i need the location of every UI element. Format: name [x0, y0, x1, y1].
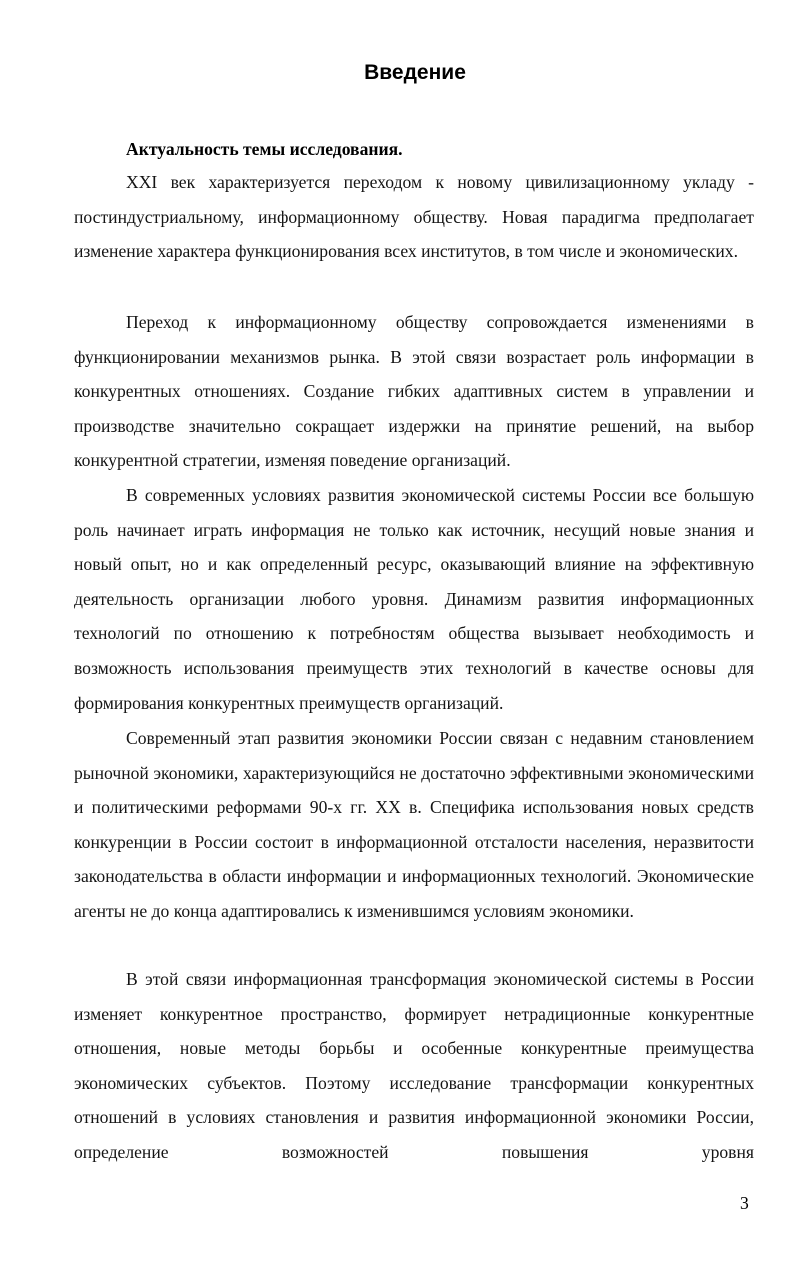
page-title: Введение — [364, 61, 466, 84]
paragraph: Переход к информационному обществу сопровождается изменениями в функционировании механизмов рынка. В этой связи возрастает роль информации в конкурентных отношениях. Создание гибких адаптивных систем в управлении и производстве значительно сокращает издержки на принятие решений, на выбор конкурентной стратегии, изменяя поведение организаций. — [74, 312, 754, 471]
paragraph: XXI век характеризуется переходом к новому цивилизационному укладу - постиндустриальному, информационному обществу. Новая парадигма предполагает изменение характера функционирования всех институтов, в том числе и экономических. — [74, 172, 754, 262]
paragraph-block-5 — [74, 962, 754, 1170]
paragraph: Современный этап развития экономики России связан с недавним становлением рыночной экономики, характеризующийся не достаточно эффективными экономическими и политическими реформами 90-х гг. XX в. Специфика использования новых средств конкуренции в России состоит в информационной отсталости населения, неразвитости законодательства в области информации и информационных технологий. Экономические агенты не до конца адаптировались к изменившимся условиям экономики. — [74, 728, 754, 921]
paragraph-block-1 — [74, 165, 754, 269]
paragraph: В этой связи информационная трансформация экономической системы в России изменяет конкурентное пространство, формирует нетрадиционные конкурентные отношения, новые методы борьбы и особенные конкурентные преимущества экономических субъектов. Поэтому исследование трансформации конкурентных отношений в условиях становления и развития информационной экономики России, определение возможностей повышения уровня — [74, 969, 754, 1162]
paragraph-block-4 — [74, 721, 754, 929]
paragraph-block-2 — [74, 305, 754, 478]
page-number: 3 — [740, 1193, 749, 1213]
paragraph: В современных условиях развития экономической системы России все большую роль начинает играть информация не только как источник, несущий новые знания и новый опыт, но и как определенный ресурс, оказывающий влияние на эффективную деятельность организации любого уровня. Динамизм развития информационных технологий по отношению к потребностям общества вызывает необходимость и возможность использования преимуществ этих технологий в качестве основы для формирования конкурентных преимуществ организаций. — [74, 485, 754, 713]
paragraph-block-3 — [74, 478, 754, 720]
section-subheading: Актуальность темы исследования. — [126, 139, 403, 159]
